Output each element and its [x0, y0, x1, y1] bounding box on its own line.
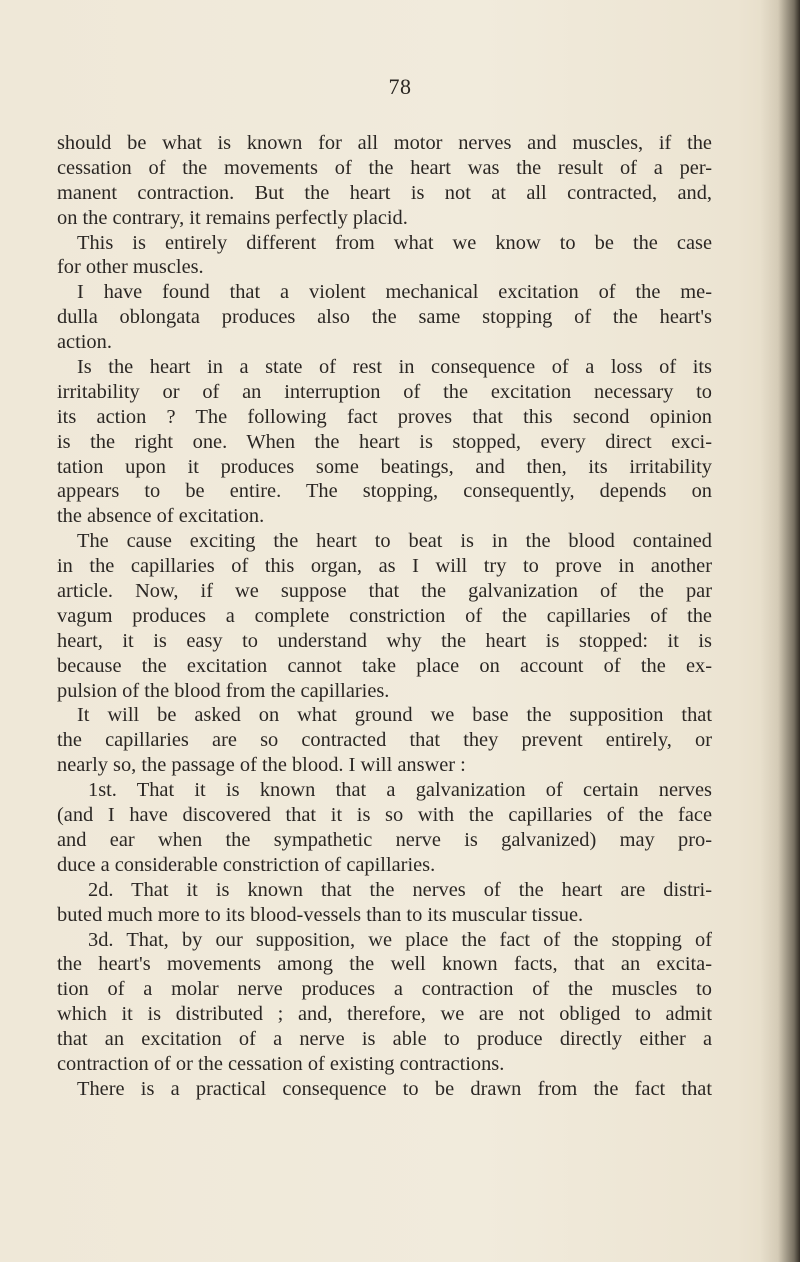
text-line: dulla oblongata produces also the same stopping of the heart's: [57, 306, 712, 329]
text-line: which it is distributed ; and, therefore, we are not obliged to admit: [57, 1003, 712, 1026]
text-line: It will be asked on what ground we base the supposition that: [77, 704, 712, 727]
text-line: buted much more to its blood-vessels than to its muscular tissue.: [57, 903, 584, 926]
text-line: (and I have discovered that it is so with the capillaries of the face: [57, 804, 712, 827]
text-line: 3d. That, by our supposition, we place the fact of the stopping of: [88, 928, 712, 951]
text-line: 1st. That it is known that a galvanization of certain nerves: [88, 779, 712, 802]
text-line: duce a considerable constriction of capillaries.: [57, 853, 436, 876]
text-line: pulsion of the blood from the capillaries.: [57, 679, 390, 702]
text-line: because the excitation cannot take place on account of the ex-: [57, 654, 712, 677]
text-line: The cause exciting the heart to beat is in the blood contained: [77, 530, 712, 553]
text-line: for other muscles.: [57, 256, 204, 279]
text-line: contraction of or the cessation of existing contractions.: [57, 1052, 505, 1075]
text-line: article. Now, if we suppose that the galvanization of the par: [57, 580, 712, 603]
text-line: that an excitation of a nerve is able to produce directly either a: [57, 1028, 712, 1051]
text-line: should be what is known for all motor nerves and muscles, if the: [57, 132, 712, 154]
text-line: its action ? The following fact proves that this second opinion: [57, 405, 712, 428]
text-line: in the capillaries of this organ, as I will try to prove in another: [57, 555, 712, 578]
page-edge-shadow: [760, 0, 800, 1262]
text-line: tation upon it produces some beatings, and then, its irritability: [57, 455, 712, 478]
text-line: action.: [57, 331, 112, 354]
body-text: [57, 131, 712, 1102]
text-line: the capillaries are so contracted that they prevent entirely, or: [57, 729, 712, 752]
text-line: cessation of the movements of the heart was the result of a per-: [57, 156, 712, 179]
text-line: Is the heart in a state of rest in consequence of a loss of its: [77, 356, 712, 379]
text-line: and ear when the sympathetic nerve is galvanized) may pro-: [57, 828, 712, 851]
text-line: tion of a molar nerve produces a contraction of the muscles to: [57, 978, 712, 1001]
text-line: I have found that a violent mechanical excitation of the me-: [77, 281, 712, 304]
text-line: There is a practical consequence to be drawn from the fact that: [77, 1077, 712, 1100]
text-line: on the contrary, it remains perfectly placid.: [57, 206, 408, 229]
text-line: This is entirely different from what we know to be the case: [77, 231, 712, 254]
text-line: appears to be entire. The stopping, consequently, depends on: [57, 480, 712, 503]
text-line: vagum produces a complete constriction of the capillaries of the: [57, 604, 712, 627]
page-number: 78: [388, 74, 412, 99]
text-line: manent contraction. But the heart is not at all contracted, and,: [57, 181, 712, 204]
text-line: heart, it is easy to understand why the heart is stopped: it is: [57, 629, 712, 652]
text-line: is the right one. When the heart is stopped, every direct exci-: [57, 430, 712, 453]
text-line: the heart's movements among the well known facts, that an excita-: [57, 953, 712, 976]
text-line: irritability or of an interruption of the excitation necessary to: [57, 380, 712, 403]
text-line: the absence of excitation.: [57, 505, 265, 528]
text-line: 2d. That it is known that the nerves of the heart are distri-: [88, 878, 712, 901]
text-line: nearly so, the passage of the blood. I will answer :: [57, 754, 466, 777]
